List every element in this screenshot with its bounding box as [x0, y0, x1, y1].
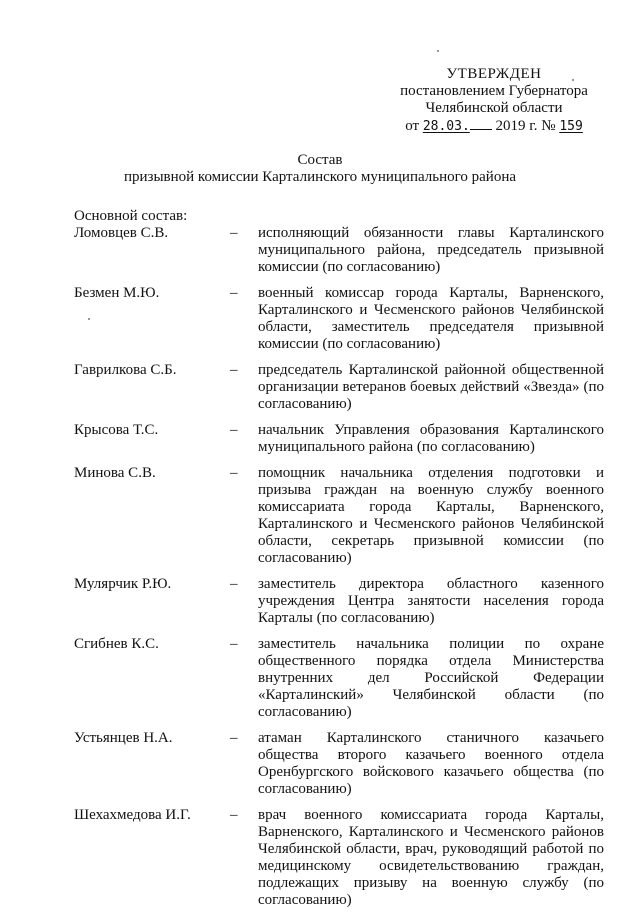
member-role: начальник Управления образования Карталинского муниципального района (по согласованию) [258, 422, 604, 455]
member-row [74, 576, 604, 627]
title-line-commission: призывной комиссии Карталинского муниципального района [123, 169, 517, 185]
member-dash: – [230, 730, 238, 746]
member-name: Крысова Т.С. [74, 422, 159, 438]
member-name: Сгибнев К.С. [74, 636, 159, 652]
member-row [74, 362, 604, 413]
member-role: помощник начальника отделения подготовки и призыва граждан на военную службу военного комиссариата города Карталы, Варненского, Карталинского и Чесменского районов Челябинской области, секретарь призывной комиссии (по согласованию) [258, 465, 604, 566]
date-suffix: 2019 г. № [495, 118, 556, 134]
member-row [74, 465, 604, 567]
member-dash: – [230, 465, 238, 481]
member-name: Устьянцев Н.А. [74, 730, 173, 746]
member-name: Минова С.В. [74, 465, 156, 481]
member-name: Шехахмедова И.Г. [74, 807, 191, 823]
member-row [74, 636, 604, 721]
member-row [74, 730, 604, 798]
member-dash: – [230, 285, 238, 301]
member-role: атаман Карталинского станичного казачьего общества второго казачьего военного отдела Оренбургского войскового казачьего общества (по согласованию) [258, 730, 604, 797]
approval-line-resolution: постановлением Губернатора [400, 83, 588, 99]
approval-block [384, 66, 604, 135]
member-name: Гаврилкова С.Б. [74, 362, 177, 378]
member-name: Ломовцев С.В. [74, 225, 169, 241]
scan-speck [437, 50, 439, 52]
members-list [74, 225, 604, 918]
member-row [74, 422, 604, 456]
member-dash: – [230, 807, 238, 823]
member-role: военный комиссар города Карталы, Варненского, Карталинского и Чесменского районов Челябинской области, заместитель председателя призывной комиссии (по согласованию) [258, 285, 604, 352]
member-role: председатель Карталинской районной общественной организации ветеранов боевых действий «Звезда» (по согласованию) [258, 362, 604, 412]
member-role: заместитель начальника полиции по охране общественного порядка отдела Министерства внутренних дел Российской Федерации «Карталинский» Челябинской области (по согласованию) [258, 636, 604, 720]
approval-dateline [384, 117, 604, 135]
member-row [74, 807, 604, 909]
member-dash: – [230, 362, 238, 378]
member-role: исполняющий обязанности главы Карталинского муниципального района, председатель призывной комиссии (по согласованию) [258, 225, 604, 275]
document-title [0, 152, 640, 186]
member-row [74, 285, 604, 353]
member-role: заместитель директора областного казенного учреждения Центра занятости населения города Карталы (по согласованию) [258, 576, 604, 626]
member-role: врач военного комиссариата города Карталы, Варненского, Карталинского и Чесменского районов Челябинской области, врач, руководящий работой по медицинскому освидетельствованию граждан, подлежащих призыву на военную службу (по согласованию) [258, 807, 604, 908]
member-name: Безмен М.Ю. [74, 285, 160, 301]
approval-line-region: Челябинской области [425, 100, 563, 116]
handwritten-number: 159 [559, 119, 583, 134]
date-prefix: от [405, 118, 420, 134]
member-dash: – [230, 225, 238, 241]
member-name: Мулярчик Р.Ю. [74, 576, 172, 592]
handwritten-date: 28.03. [422, 119, 470, 134]
approval-heading: УТВЕРЖДЕН [446, 66, 542, 82]
member-row [74, 225, 604, 276]
date-underline [470, 117, 492, 130]
member-dash: – [230, 576, 238, 592]
member-dash: – [230, 636, 238, 652]
title-line-composition: Состав [297, 152, 343, 168]
member-dash: – [230, 422, 238, 438]
composition-label: Основной состав: [74, 208, 188, 224]
